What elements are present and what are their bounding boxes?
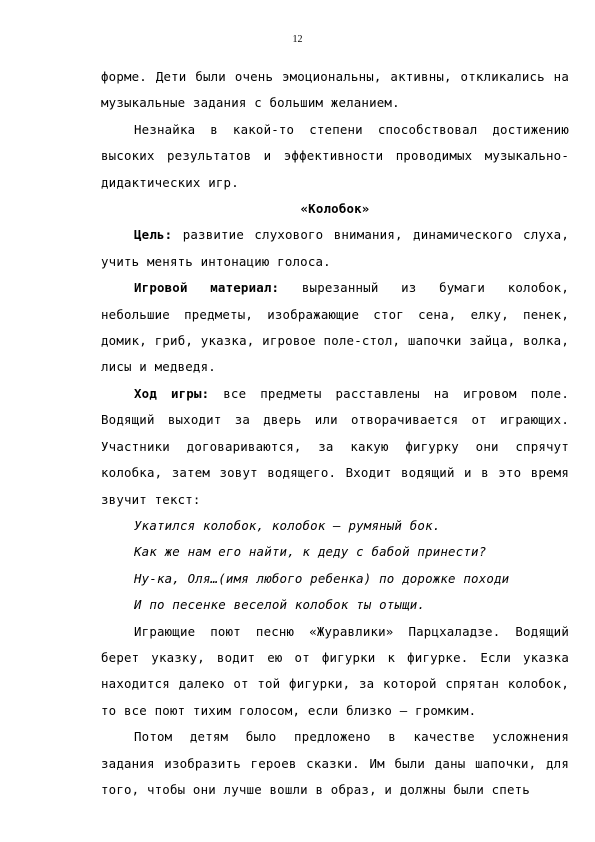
- paragraph-song: Играющие поют песню «Журавлики» Парцхаладзе. Водящий берет указку, водит ею от фигурки к фигурке. Если указка находится далеко от той фигурки, за которой спрятан колобок, то все поют тихим голосом, если близко – громким.: [101, 623, 569, 718]
- poem-line: Укатился колобок, колобок – румяный бок.: [134, 517, 441, 533]
- material-text: вырезанный из бумаги колобок, небольшие предметы, изображающие стог сена, елку, пенек, домик, гриб, указка, игровое поле-стол, шапочки зайца, волка, лисы и медведя.: [101, 280, 569, 375]
- paragraph-continuation: форме. Дети были очень эмоциональны, активны, откликались на музыкальные задания с большим желанием.: [101, 69, 569, 111]
- goal-term: Цель:: [134, 227, 173, 243]
- document-body: [101, 64, 569, 803]
- paragraph-complication: Потом детям было предложено в качестве усложнения задания изобразить героев сказки. Им были даны шапочки, для того, чтобы они лучше вошли в образ, и должны были спеть: [101, 729, 569, 797]
- poem-line: И по песенке веселой колобок ты отыщи.: [134, 597, 426, 613]
- paragraph-game-flow: [101, 381, 569, 513]
- poem-line: Как же нам его найти, к деду с бабой принести?: [134, 544, 487, 560]
- game-flow-text: все предметы расставлены на игровом поле. Водящий выходит за дверь или отворачивается от играющих. Участники договариваются, за какую фигурку они спрячут колобка, затем зовут водящего. Входит водящий и в это время звучит текст:: [101, 385, 569, 507]
- goal-text: развитие слухового внимания, динамического слуха, учить менять интонацию голоса.: [101, 227, 569, 269]
- paragraph-goal: [101, 222, 569, 275]
- paragraph-neznayka: Незнайка в какой-то степени способствовал достижению высоких результатов и эффективности проводимых музыкально-дидактических игр.: [101, 121, 569, 190]
- material-term: Игровой материал:: [134, 280, 280, 296]
- page-number: 12: [292, 34, 303, 45]
- section-heading: «Колобок»: [300, 201, 370, 217]
- game-flow-term: Ход игры:: [134, 385, 210, 401]
- poem-line: Ну-ка, Оля…(имя любого ребенка) по дорожке походи: [134, 570, 510, 586]
- paragraph-material: [101, 275, 569, 381]
